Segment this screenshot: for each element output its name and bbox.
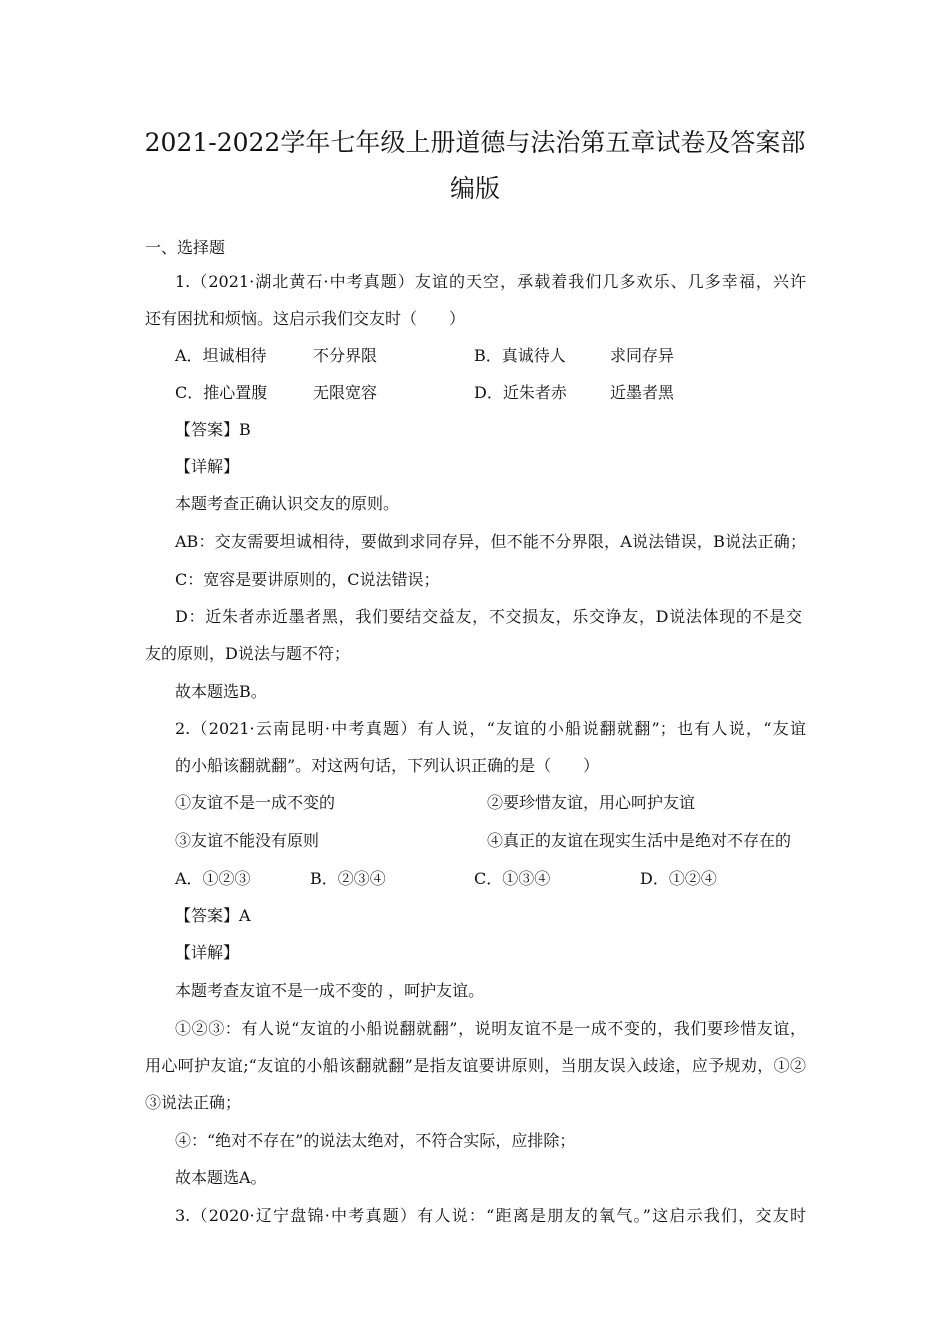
question-1-stem-cont: 还有困扰和烦恼。这启示我们交友时（ ） [145,309,466,328]
explanation-line: ③说法正确； [145,1093,242,1112]
option-d-cont: 近墨者黑 [610,383,675,402]
explanation-line: 本题考查正确认识交友的原则。 [175,494,400,513]
answer: 【答案】B [175,420,251,439]
explanation-line: ④：“绝对不存在”的说法太绝对，不符合实际，应排除； [175,1131,576,1150]
detail-label: 【详解】 [175,457,240,476]
option-c: C．推心置腹 [175,383,268,402]
explanation-line: 友的原则，D说法与题不符； [145,644,350,663]
explanation-line: 本题考查友谊不是一成不变的 ，呵护友谊。 [175,981,485,1000]
question-2-stem-cont: 的小船该翻就翻”。对这两句话，下列认识正确的是（ ） [175,756,600,775]
statement-2: ②要珍惜友谊，用心呵护友谊 [487,793,696,812]
explanation-line: ①②③：有人说“友谊的小船说翻就翻”，说明友谊不是一成不变的，我们要珍惜友谊， [175,1019,806,1038]
option-a: A．①②③ [175,869,251,888]
explanation-line: AB：交友需要坦诚相待，要做到求同存异，但不能不分界限，A说法错误，B说法正确； [175,532,806,551]
question-1-stem: 1.（2021·湖北黄石·中考真题）友谊的天空，承载着我们几多欢乐、几多幸福，兴许 [175,272,806,291]
option-b: B．真诚待人 [474,346,566,365]
option-b: B．②③④ [310,869,386,888]
document-title-cont: 编版 [449,174,500,203]
question-2-stem: 2.（2021·云南昆明·中考真题）有人说，“友谊的小船说翻就翻”；也有人说，“友谊 [175,719,806,738]
option-a-cont: 不分界限 [313,346,378,365]
option-b-cont: 求同存异 [610,346,675,365]
option-d: D．近朱者赤 [474,383,567,402]
explanation-line: C：宽容是要讲原则的，C说法错误； [175,570,440,589]
explanation-line: 故本题选B。 [175,682,267,701]
statement-4: ④真正的友谊在现实生活中是绝对不存在的 [487,831,792,850]
answer: 【答案】A [175,906,251,925]
option-d: D．①②④ [640,869,717,888]
explanation-line: 用心呵护友谊;“友谊的小船该翻就翻”是指友谊要讲原则，当朋友误入歧途，应予规劝，①② [145,1056,806,1075]
detail-label: 【详解】 [175,943,240,962]
statement-3: ③友谊不能没有原则 [175,831,320,850]
question-3-stem: 3.（2020·辽宁盘锦·中考真题）有人说：“距离是朋友的氧气。”这启示我们，交友时 [175,1206,806,1225]
explanation-line: D：近朱者赤近墨者黑，我们要结交益友，不交损友，乐交诤友，D说法体现的不是交 [175,607,802,626]
option-a: A．坦诚相待 [175,346,267,365]
document-title: 2021-2022学年七年级上册道德与法治第五章试卷及答案部 [144,128,806,157]
option-c: C．①③④ [474,869,551,888]
explanation-line: 故本题选A。 [175,1168,267,1187]
section-heading: 一、选择题 [145,238,226,257]
option-c-cont: 无限宽容 [313,383,378,402]
statement-1: ①友谊不是一成不变的 [175,793,336,812]
